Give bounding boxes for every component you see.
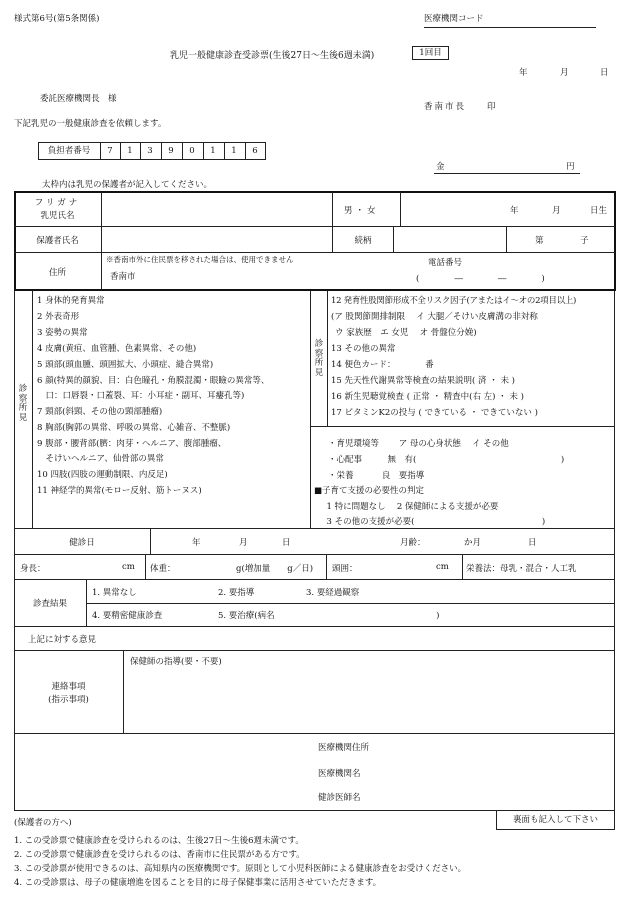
exam-item[interactable]: 3 姿勢の異常 <box>37 328 88 338</box>
exam-item[interactable]: 2 外表奇形 <box>37 312 80 322</box>
institution-address: 医療機関住所 <box>318 743 370 753</box>
checkup-day: 日 <box>282 538 291 548</box>
age-label: 月齢： <box>400 538 426 548</box>
contact-sublabel: (指示事項) <box>48 695 89 705</box>
child-label: 子 <box>580 236 589 246</box>
doctor-name: 健診医師名 <box>318 793 361 803</box>
weight-label: 体重： <box>150 564 176 574</box>
result-option[interactable]: 5. 要治療(病名 ) <box>218 611 440 621</box>
height-unit: cm <box>122 562 135 572</box>
infant-name-field[interactable] <box>102 193 331 225</box>
exam-item[interactable]: 7 頸部(斜頸、その他の頸部腫瘤) <box>37 407 163 417</box>
phone-label: 電話番号 <box>428 258 463 268</box>
result-option[interactable]: 2. 要指導 <box>218 588 255 598</box>
result-option[interactable]: 1. 異常なし <box>92 588 137 598</box>
age-months: か月 <box>464 538 482 548</box>
age-day: 日 <box>528 538 537 548</box>
phone-format[interactable]: ( ― ― ) <box>416 274 551 284</box>
footer-note: 1. この受診票で健康診査を受けられるのは、生後27日～生後6週未満です。 <box>14 836 304 846</box>
gender-choice[interactable]: 男・女 <box>344 206 379 216</box>
exam-item[interactable]: 1 身体的発育異常 <box>37 296 105 306</box>
order-label: 第 <box>535 236 544 246</box>
exam-item[interactable]: 10 四肢(四肢の運動制限、内反足) <box>37 470 168 480</box>
checkup-month: 月 <box>239 538 248 548</box>
to-guardian: (保護者の方へ) <box>14 818 72 828</box>
support-item[interactable]: 3 その他の支援が必要( ) <box>318 517 546 527</box>
exam-item[interactable]: 14 便色カード： 番 <box>331 360 434 370</box>
exam-item[interactable]: 12 発育性股関節形成不全リスク因子(アまたはイ～オの2項目以上) <box>331 296 576 306</box>
exam-item[interactable]: 5 頭部(頭血腫、頭囲拡大、小頭症、縫合異常) <box>37 360 214 370</box>
exam-item[interactable]: 16 新生児聴覚検査 ( 正常 ・ 精査中(右 左) ・ 未 ) <box>331 392 524 402</box>
result-option[interactable]: 3. 要経過観察 <box>306 588 360 598</box>
result-label: 診査結果 <box>32 599 67 609</box>
burden-digit: 0 <box>189 146 195 156</box>
exam-item[interactable]: 11 神経学的異常(モロー反射、筋トーヌス) <box>37 486 202 496</box>
exam-item[interactable]: ウ 家族歴 エ 女児 オ 骨盤位分娩) <box>335 328 477 338</box>
amount-suffix: 円 <box>566 162 575 172</box>
medical-code-underline <box>424 27 596 28</box>
head-label: 頭囲： <box>332 564 358 574</box>
address-note: ※香南市外に住民票を移された場合は、使用できません <box>106 255 294 264</box>
exam-item[interactable]: 6 顔(特異的顔貌、目：白色瞳孔・角膜混濁・眼瞼の異常等、 <box>37 376 270 386</box>
exam-item[interactable]: 4 皮膚(黄疸、血管腫、色素異常、その他) <box>37 344 197 354</box>
height-label: 身長： <box>20 564 46 574</box>
burden-digit: 3 <box>147 146 153 156</box>
relation-label: 続柄 <box>354 236 372 246</box>
support-item[interactable]: ・育児環境等 ア 母の心身状態 イ その他 <box>328 439 509 449</box>
burden-digit: 1 <box>127 146 133 156</box>
feeding-method[interactable]: 栄養法：母乳・混合・人工乳 <box>466 564 577 574</box>
contact-label: 連絡事項 <box>51 682 86 692</box>
amount-underline <box>434 173 580 174</box>
support-item[interactable]: 1 特に問題なし 2 保健師による支援が必要 <box>318 502 499 512</box>
exam-item[interactable]: 13 その他の異常 <box>331 344 396 354</box>
burden-digit: 7 <box>107 146 113 156</box>
exam-item[interactable]: 9 腹部・腰背部(臍：肉芽・ヘルニア、腹部腫瘤、 <box>37 439 227 449</box>
issue-year: 年 <box>519 68 528 78</box>
nurse-guidance[interactable]: 保健師の指導(要・不要) <box>130 657 222 667</box>
issue-month: 月 <box>560 68 569 78</box>
infant-name-label: 乳児氏名 <box>40 211 75 221</box>
request-text: 下記乳児の一般健康診査を依頼します。 <box>14 119 167 129</box>
support-item[interactable]: ・栄養 良 要指導 <box>328 471 425 481</box>
weight-unit: g(増加量 g／日) <box>236 564 314 574</box>
issue-day: 日 <box>600 68 609 78</box>
burden-digit: 9 <box>168 146 174 156</box>
institution-name: 医療機関名 <box>318 769 361 779</box>
exam-right-label: 診察所見 <box>314 339 324 378</box>
guardian-name-field[interactable] <box>102 227 331 251</box>
form-number: 様式第6号(第5条関係) <box>14 14 100 24</box>
exam-item[interactable]: 口：口唇裂・口蓋裂、耳：小耳症・副耳、耳瘻孔等) <box>37 391 245 401</box>
burden-digit: 1 <box>231 146 237 156</box>
burden-number-label: 負担者番号 <box>47 146 91 156</box>
footer-note: 3. この受診票が使用できるのは、高知県内の医療機関です。原則として小児科医師による健康診査をお受けください。 <box>14 864 467 874</box>
guardian-name-label: 保護者氏名 <box>36 236 79 246</box>
exam-item[interactable]: (ア 股関節開排制限 イ 大腿／そけい皮膚溝の非対称 <box>331 312 538 322</box>
page-title: 乳児一般健康診査受診票(生後27日～生後6週未満) <box>170 51 375 61</box>
exam-item[interactable]: そけいヘルニア、仙骨部の異常 <box>37 454 164 464</box>
round-badge: 1回目 <box>412 46 449 60</box>
exam-item[interactable]: 17 ビタミンK2の投与 ( できている ・ できていない ) <box>331 408 538 418</box>
support-item[interactable]: ・心配事 無 有( ) <box>328 455 565 465</box>
exam-left-label: 診察所見 <box>18 384 28 423</box>
exam-item[interactable]: 15 先天性代謝異常等検査の結果説明( 済 ・ 未 ) <box>331 376 515 386</box>
footer-note: 2. この受診票で健康診査を受けられるのは、香南市に住民票がある方です。 <box>14 850 305 860</box>
opinion-label: 上記に対する意見 <box>28 635 97 645</box>
exam-item[interactable]: 8 胸部(胸郭の異常、呼吸の異常、心雑音、不整脈) <box>37 423 231 433</box>
checkup-year: 年 <box>192 538 201 548</box>
address-label: 住所 <box>48 268 66 278</box>
birth-month: 月 <box>552 206 561 216</box>
result-option[interactable]: 4. 要精密健康診査 <box>92 611 163 621</box>
birth-year: 年 <box>510 206 519 216</box>
kana-label: フリガナ <box>34 198 81 208</box>
addressee: 委託医療機関長 様 <box>40 94 117 104</box>
checkup-date-label: 健診日 <box>69 538 95 548</box>
back-note: 裏面も記入して下さい <box>496 810 615 830</box>
medical-code-label: 医療機関コード <box>424 14 484 24</box>
guardian-note: 太枠内は乳児の保護者が記入してください。 <box>42 180 213 190</box>
birth-day: 日生 <box>590 206 608 216</box>
head-unit: cm <box>436 562 449 572</box>
burden-digit: 1 <box>210 146 216 156</box>
footer-note: 4. この受診票は、母子の健康増進を図ることを目的に母子保健事業に活用させていただきます。 <box>14 878 382 888</box>
city-name: 香南市 <box>110 272 136 282</box>
burden-digit: 6 <box>252 146 258 156</box>
mayor-seal: 香南市長 印 <box>424 102 498 112</box>
support-heading: ■子育て支援の必要性の判定 <box>314 486 425 496</box>
amount-prefix: 金 <box>436 162 445 172</box>
